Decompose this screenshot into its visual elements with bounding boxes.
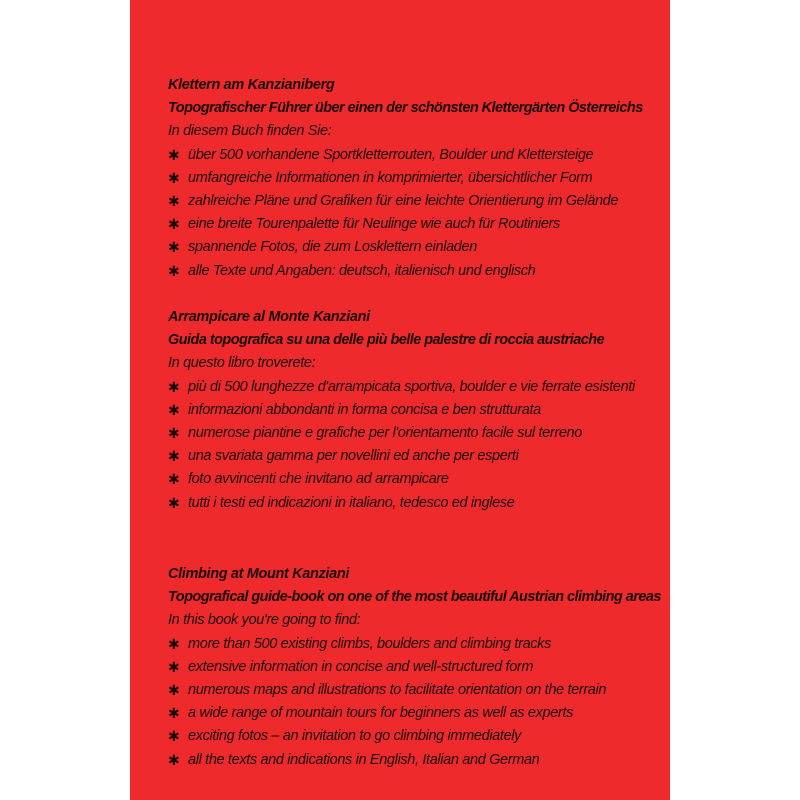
list-item-text: spannende Fotos, die zum Losklettern einladen [188, 239, 477, 256]
list-item [168, 399, 663, 422]
section-title: Climbing at Mount Kanziani [168, 566, 350, 582]
list-item-text: numerous maps and illustrations to facilitate orientation on the terrain [188, 681, 607, 698]
list-item-text: exciting fotos – an invitation to go climbing immediately [188, 728, 522, 745]
section-title: Klettern am Kanzianiberg [168, 77, 335, 93]
asterisk-icon: ✱ [168, 424, 180, 441]
asterisk-icon: ✱ [168, 635, 180, 652]
list-item [168, 260, 663, 283]
list-item [168, 679, 663, 702]
list-item [168, 702, 663, 725]
list-item [168, 468, 663, 491]
list-item [168, 167, 663, 190]
list-item-text: eine breite Tourenpalette für Neulinge wie auch für Routiniers [188, 216, 560, 233]
list-item-text: umfangreiche Informationen in komprimierter, übersichtlicher Form [188, 169, 593, 186]
asterisk-icon: ✱ [168, 751, 180, 768]
list-item [168, 656, 663, 679]
list-item-text: foto avvincenti che invitano ad arrampicare [188, 471, 449, 488]
asterisk-icon: ✱ [168, 401, 180, 418]
list-item-text: informazioni abbondanti in forma concisa e ben strutturata [188, 401, 541, 418]
section-subtitle: Topografical guide-book on one of the most beautiful Austrian climbing areas [168, 589, 661, 606]
section-italian [168, 306, 663, 515]
list-item-text: numerose piantine e grafiche per l'orientamento facile sul terreno [188, 424, 582, 441]
section-intro: In this book you're going to find: [168, 612, 361, 629]
list-item-text: tutti i testi ed indicazioni in italiano, tedesco ed inglese [188, 494, 515, 511]
asterisk-icon: ✱ [168, 146, 180, 163]
list-item-text: more than 500 existing climbs, boulders and climbing tracks [188, 635, 551, 652]
list-item [168, 422, 663, 445]
section-subtitle: Topografischer Führer über einen der schönsten Klettergärten Österreichs [168, 100, 643, 117]
list-item-text: zahlreiche Pläne und Grafiken für eine leichte Orientierung im Gelände [188, 192, 619, 209]
list-item-text: extensive information in concise and well-structured form [188, 658, 534, 675]
asterisk-icon: ✱ [168, 262, 180, 279]
asterisk-icon: ✱ [168, 728, 180, 745]
asterisk-icon: ✱ [168, 169, 180, 186]
section-subtitle: Guida topografica su una delle più belle palestre di roccia austriache [168, 332, 605, 349]
asterisk-icon: ✱ [168, 192, 180, 209]
list-item [168, 725, 663, 748]
asterisk-icon: ✱ [168, 681, 180, 698]
list-item-text: all the texts and indications in English, Italian and German [188, 751, 540, 768]
asterisk-icon: ✱ [168, 378, 180, 395]
list-item [168, 445, 663, 468]
list-item-text: a wide range of mountain tours for beginners as well as experts [188, 705, 573, 722]
list-item [168, 144, 663, 167]
section-title: Arrampicare al Monte Kanziani [168, 309, 370, 325]
list-item-text: più di 500 lunghezze d'arrampicata sportiva, boulder e vie ferrate esistenti [188, 378, 635, 395]
asterisk-icon: ✱ [168, 658, 180, 675]
section-intro: In questo libro troverete: [168, 355, 316, 372]
list-item [168, 492, 663, 515]
section-german [168, 74, 663, 283]
asterisk-icon: ✱ [168, 448, 180, 465]
back-cover [130, 0, 670, 800]
asterisk-icon: ✱ [168, 494, 180, 511]
list-item [168, 749, 663, 772]
list-item [168, 213, 663, 236]
section-english [168, 563, 663, 772]
asterisk-icon: ✱ [168, 471, 180, 488]
list-item-text: alle Texte und Angaben: deutsch, italienisch und englisch [188, 262, 536, 279]
asterisk-icon: ✱ [168, 239, 180, 256]
list-item-text: una svariata gamma per novellini ed anche per esperti [188, 448, 519, 465]
list-item [168, 376, 663, 399]
list-item-text: über 500 vorhandene Sportkletterrouten, Boulder und Klettersteige [188, 146, 594, 163]
list-item [168, 633, 663, 656]
asterisk-icon: ✱ [168, 216, 180, 233]
section-intro: In diesem Buch finden Sie: [168, 123, 332, 140]
asterisk-icon: ✱ [168, 705, 180, 722]
list-item [168, 236, 663, 259]
list-item [168, 190, 663, 213]
